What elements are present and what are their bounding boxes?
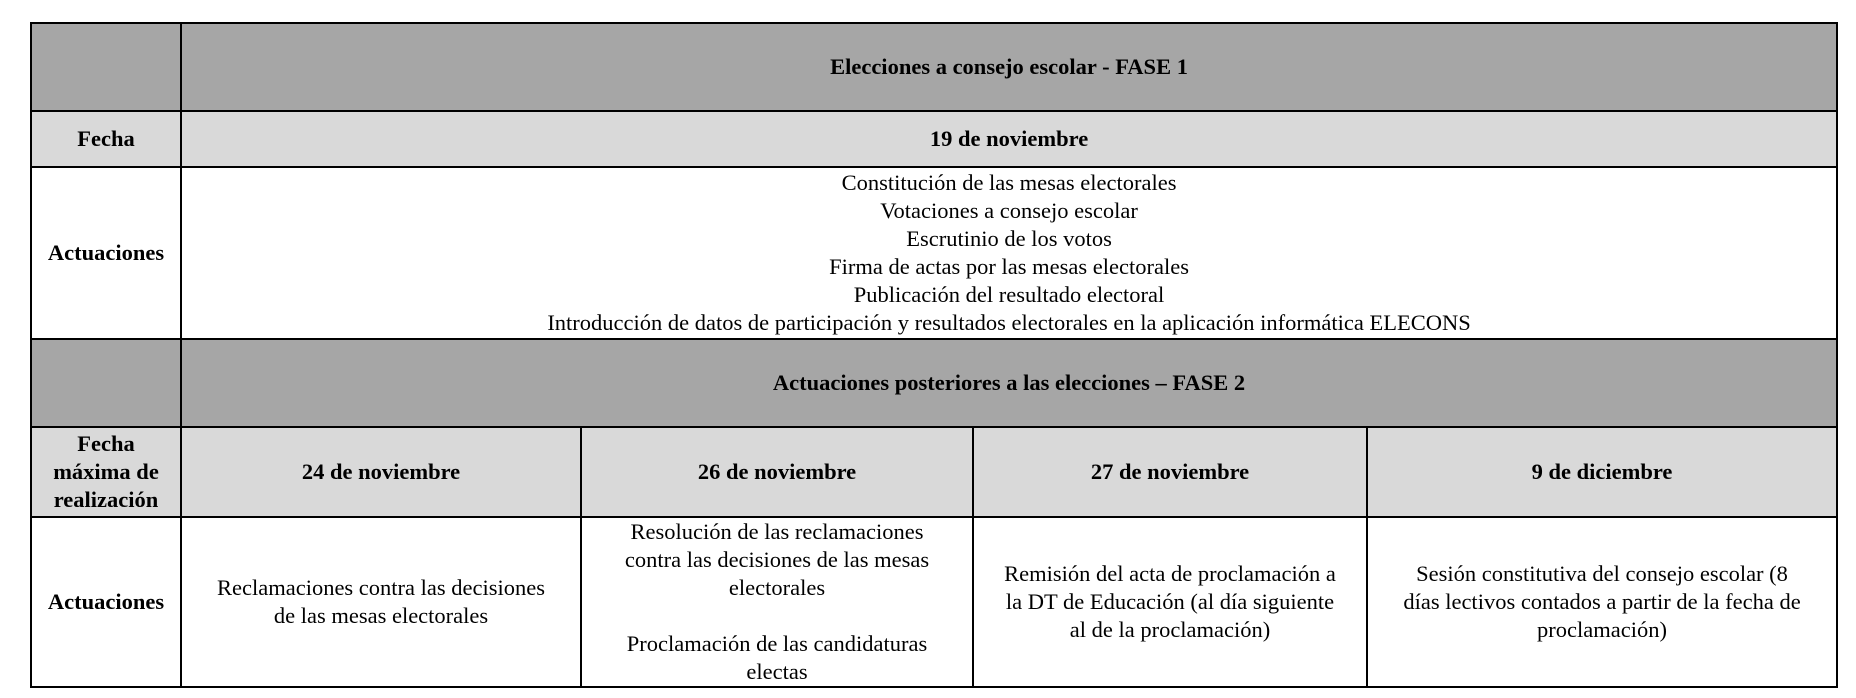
action-line: electorales [728,575,826,600]
phase2-title: Actuaciones posteriores a las elecciones – FASE 2 [181,339,1837,427]
phase1-action-item: Publicación del resultado electoral [853,282,1165,307]
phase1-date-label: Fecha [31,111,181,167]
phase1-actions-row [31,167,1837,339]
phase2-date-col-1: 24 de noviembre [181,427,581,517]
paragraph-gap [588,602,966,630]
phase2-action-col-2 [581,517,973,687]
action-line: días lectivos contados a partir de la fecha de [1403,589,1801,614]
phase2-actions-label: Actuaciones [31,517,181,687]
phase1-date-row [31,111,1837,167]
phase1-action-item: Introducción de datos de participación y resultados electorales en la aplicación informática ELECONS [547,310,1471,335]
election-schedule-table [30,22,1838,688]
action-line: la DT de Educación (al día siguiente [1005,589,1335,614]
phase1-header-row [31,23,1837,111]
phase1-date: 19 de noviembre [181,111,1837,167]
phase2-date-label-line: realización [53,487,159,512]
phase2-dates-row [31,427,1837,517]
phase1-title: Elecciones a consejo escolar - FASE 1 [181,23,1837,111]
phase2-action-col-1 [181,517,581,687]
action-line: Remisión del acta de proclamación a [1004,561,1336,586]
phase2-date-label-line: Fecha [77,431,135,456]
phase2-date-label-line: máxima de [53,459,159,484]
phase1-action-item: Firma de actas por las mesas electorales [829,254,1189,279]
action-line: Proclamación de las candidaturas [626,631,928,656]
phase2-action-col-3 [973,517,1367,687]
phase2-date-col-4: 9 de diciembre [1367,427,1837,517]
action-line: Reclamaciones contra las decisiones [217,575,545,600]
phase2-header-empty-cell [31,339,181,427]
action-line: electas [746,659,808,684]
phase1-action-item: Constitución de las mesas electorales [841,170,1177,195]
action-line: Sesión constitutiva del consejo escolar (8 [1416,561,1788,586]
phase2-header-row [31,339,1837,427]
action-line: Resolución de las reclamaciones [630,519,924,544]
action-line: de las mesas electorales [273,603,489,628]
action-line: al de la proclamación) [1069,617,1271,642]
phase1-action-item: Escrutinio de los votos [906,226,1112,251]
phase1-action-item: Votaciones a consejo escolar [880,198,1138,223]
phase1-actions-cell [181,167,1837,339]
action-line: contra las decisiones de las mesas [624,547,930,572]
phase2-date-label [31,427,181,517]
action-line: proclamación) [1537,617,1667,642]
phase1-actions-label: Actuaciones [31,167,181,339]
phase2-date-col-3: 27 de noviembre [973,427,1367,517]
phase2-date-col-2: 26 de noviembre [581,427,973,517]
phase2-action-col-4 [1367,517,1837,687]
phase1-header-empty-cell [31,23,181,111]
phase2-actions-row [31,517,1837,687]
